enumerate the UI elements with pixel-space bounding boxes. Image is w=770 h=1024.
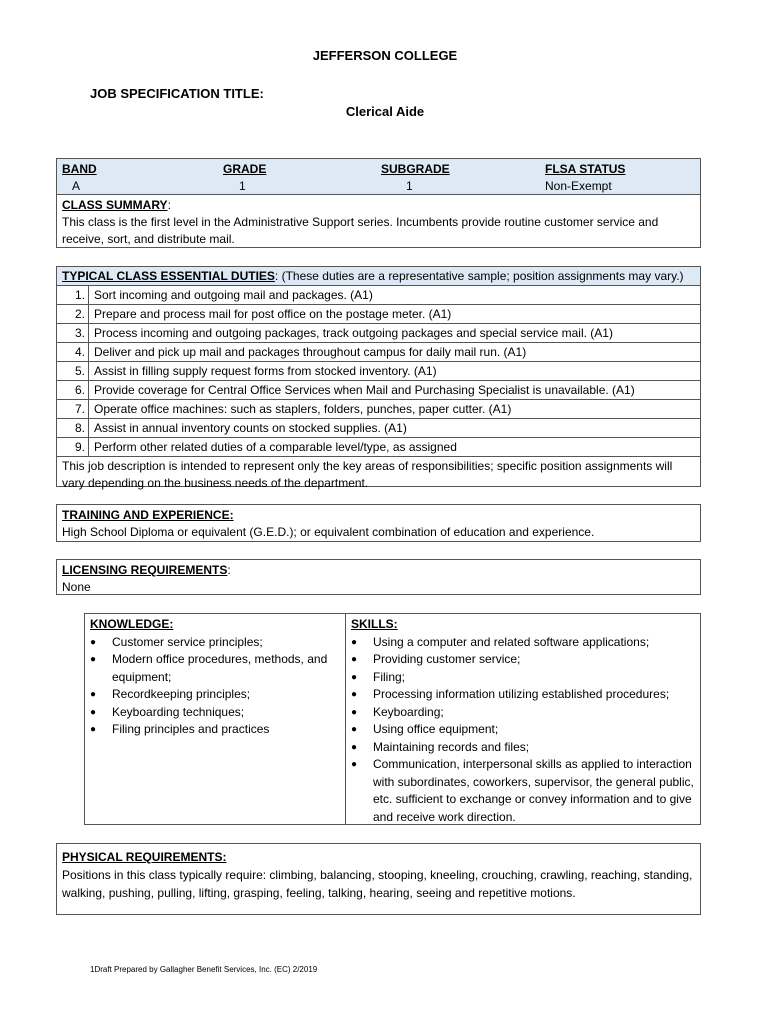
grade-label: GRADE [223, 162, 267, 176]
skills-column [346, 614, 700, 824]
duty-row [57, 324, 700, 343]
duty-number: 8. [57, 419, 89, 437]
duties-footer: This job description is intended to represent only the key areas of responsibilities; specific position assignments will vary depending on the business needs of the department. [62, 459, 673, 490]
duty-text: Sort incoming and outgoing mail and packages. (A1) [94, 288, 373, 302]
list-item: ● Processing information utilizing established procedures; [351, 686, 695, 704]
list-item: ● Modern office procedures, methods, and equipment; [90, 651, 340, 686]
duty-row [57, 381, 700, 400]
duty-number: 7. [57, 400, 89, 418]
training-text: High School Diploma or equivalent (G.E.D.); or equivalent combination of education and experience. [62, 525, 595, 539]
physical-label: PHYSICAL REQUIREMENTS: [62, 850, 227, 864]
knowledge-skills-table [84, 613, 701, 825]
duty-row [57, 362, 700, 381]
list-item: ● Keyboarding techniques; [90, 704, 340, 722]
duty-text: Prepare and process mail for post office on the postage meter. (A1) [94, 307, 452, 321]
skills-list [351, 634, 695, 827]
list-item: ● Using office equipment; [351, 721, 695, 739]
job-spec-label: JOB SPECIFICATION TITLE: [90, 86, 264, 101]
duty-row [57, 286, 700, 305]
class-summary: CLASS SUMMARY: This class is the first level in the Administrative Support series. Incumbents provide routine customer service and receive, sort, and distribute mail. [62, 198, 659, 246]
list-item: ● Filing principles and practices [90, 721, 340, 739]
grade-value: 1 [239, 179, 246, 193]
duty-text: Assist in filling supply request forms from stocked inventory. (A1) [94, 364, 437, 378]
duties-note: : (These duties are a representative sample; position assignments may vary.) [274, 269, 684, 283]
duty-row [57, 305, 700, 324]
duty-row [57, 438, 700, 457]
band-value: A [72, 179, 81, 193]
class-summary-text: This class is the first level in the Administrative Support series. Incumbents provide routine customer service and receive, sort, and distribute mail. [62, 215, 659, 246]
duty-number: 6. [57, 381, 89, 399]
list-item: ● Filing; [351, 669, 695, 687]
duty-row [57, 400, 700, 419]
knowledge-column [85, 614, 346, 824]
class-summary-label: CLASS SUMMARY [62, 198, 168, 212]
duty-row [57, 419, 700, 438]
duty-text: Assist in annual inventory counts on stocked supplies. (A1) [94, 421, 407, 435]
physical-section [56, 843, 701, 915]
duty-text: Operate office machines: such as staplers, folders, punches, paper cutter. (A1) [94, 402, 512, 416]
college-name: JEFFERSON COLLEGE [312, 48, 458, 63]
knowledge-list [90, 634, 340, 739]
duties-table [56, 266, 701, 490]
list-item: ● Communication, interpersonal skills as applied to interaction with subordinates, coworkers, supervisor, the general public, etc. sufficient to exchange or convey information and to give and receive work direction. [351, 756, 695, 826]
list-item: ● Maintaining records and files; [351, 739, 695, 757]
subgrade-value: 1 [406, 179, 413, 193]
skills-label: SKILLS: [351, 617, 398, 631]
flsa-label: FLSA STATUS [545, 162, 626, 176]
duty-number: 2. [57, 305, 89, 323]
licensing-text: None [62, 580, 91, 594]
duty-text: Process incoming and outgoing packages, track outgoing packages and special service mail. (A1) [94, 326, 613, 340]
duty-text: Deliver and pick up mail and packages throughout campus for daily mail run. (A1) [94, 345, 527, 359]
list-item: ● Customer service principles; [90, 634, 340, 652]
band-table [56, 158, 701, 248]
duty-number: 1. [57, 286, 89, 304]
list-item: ● Recordkeeping principles; [90, 686, 340, 704]
duty-row [57, 343, 700, 362]
licensing-colon: : [227, 563, 231, 577]
duty-number: 9. [57, 438, 89, 456]
flsa-value: Non-Exempt [545, 179, 612, 193]
list-item: ● Keyboarding; [351, 704, 695, 722]
duty-number: 4. [57, 343, 89, 361]
licensing-section [56, 559, 701, 595]
physical-text: Positions in this class typically require: climbing, balancing, stooping, kneeling, crouching, crawling, reaching, standing, walking, pushing, pulling, lifting, grasping, feeling, talking, hearing, seeing and repetitive motions. [62, 868, 693, 900]
duty-number: 5. [57, 362, 89, 380]
duty-text: Perform other related duties of a comparable level/type, as assigned [94, 440, 457, 454]
licensing-label: LICENSING REQUIREMENTS [62, 563, 228, 577]
duty-number: 3. [57, 324, 89, 342]
training-label: TRAINING AND EXPERIENCE: [62, 508, 234, 522]
duties-label: TYPICAL CLASS ESSENTIAL DUTIES [62, 269, 275, 283]
knowledge-label: KNOWLEDGE: [90, 617, 174, 631]
subgrade-label: SUBGRADE [381, 162, 450, 176]
page-footer: 1Draft Prepared by Gallagher Benefit Services, Inc. (EC) 2/2019 [90, 965, 318, 974]
list-item: ● Providing customer service; [351, 651, 695, 669]
job-title: Clerical Aide [345, 104, 425, 119]
training-section [56, 504, 701, 542]
band-header-row [57, 159, 700, 195]
duties-header [57, 267, 700, 286]
band-label: BAND [62, 162, 97, 176]
duty-text: Provide coverage for Central Office Services when Mail and Purchasing Specialist is unavailable. (A1) [94, 383, 635, 397]
list-item: ● Using a computer and related software applications; [351, 634, 695, 652]
